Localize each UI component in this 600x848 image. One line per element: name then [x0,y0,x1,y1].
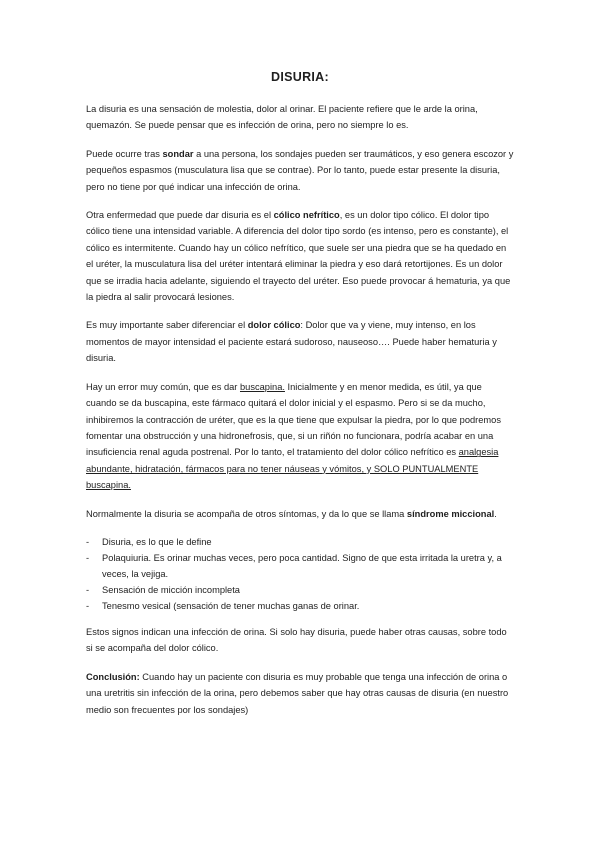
list-item [86,582,514,598]
bold-term-sondar: sondar [162,148,194,159]
paragraph-signos: Estos signos indican una infección de orina. Si solo hay disuria, puede haber otras causas, sobre todo si se acompaña del dolor cólico. [86,626,507,654]
paragraph-sindrome-miccional [86,506,514,522]
paragraph-text: Es muy importante saber diferenciar el [86,320,248,331]
paragraph-text: Hay un error muy común, que es dar [86,381,240,392]
page-title: DISURIA: [271,70,329,84]
paragraph-text: : Dolor que va y viene, muy intenso, en los momentos de mayor intensidad el paciente estará sudoroso, nauseoso…. Puede haber hematuria y disuria. [86,320,497,364]
paragraph-text: Normalmente la disuria se acompaña de otros síntomas, y da lo que se llama [86,508,407,519]
list-item [86,534,514,550]
list-item [86,550,514,582]
list-item-text: Disuria, es lo que le define [102,536,212,547]
paragraph-buscapina [86,379,514,494]
paragraph-text: , es un dolor tipo cólico. El dolor tipo cólico tiene una intensidad variable. A diferencia del dolor tipo sordo (es intenso, pero es constante), el cólico es intermitente. Cuando hay un cólico nefrítico, que suele ser una piedra que se ha quedado en el uréter, la musculatura lisa del uréter intentará eliminar la piedra y eso dará retortijones. Es un dolor que se irradia hacia adelante, siguiendo el trayecto del uréter. Eso puede provocar á hematuria, ya que la piedra al salir provocará lesiones. [86,210,511,303]
underlined-term-buscapina: buscapina. [239,381,285,392]
list-item [86,598,514,614]
paragraph-text: Otra enfermedad que puede dar disuria es el [86,210,274,221]
conclusion-label: Conclusión: [86,671,140,682]
bullet-dash: - [86,552,90,563]
list-item-text: Sensación de micción incompleta [102,584,240,595]
bold-term-sindrome-miccional: síndrome miccional [406,508,495,519]
bold-term-dolor-colico: dolor cólico [247,320,301,331]
paragraph-dolor-colico [86,317,514,366]
paragraph-colico-nefritico [86,207,514,305]
bullet-dash: - [86,584,90,595]
paragraph-text: . [494,508,497,519]
bullet-dash: - [86,536,90,547]
paragraph-text: Cuando hay un paciente con disuria es muy probable que tenga una infección de orina o una uretritis sin infección de la orina, pero debemos saber que hay otras causas de disuria (en nuestro medio son frecuentes por los sondajes) [86,671,509,715]
underlined-treatment: analgesia abundante, hidratación, fármacos para no tener náuseas y vómitos, y SOLO PUNTUALMENTE buscapina. [86,447,499,491]
paragraph-conclusion [86,669,514,718]
bold-term-colico-nefritico: cólico nefrítico [273,210,340,221]
paragraph-text: a una persona, los sondajes pueden ser traumáticos, y eso genera escozor y pequeños espasmos (musculatura lisa que se contrae). Por lo tanto, puede estar presente la disuria, pero no tiene por qué indicar una infección de orina. [86,148,514,192]
list-item-text: Tenesmo vesical (sensación de tener muchas ganas de orinar. [102,600,360,611]
paragraph-definition: La disuria es una sensación de molestia, dolor al orinar. El paciente refiere que le arde la orina, quemazón. Se puede pensar que es infección de orina, pero no siempre lo es. [86,104,478,131]
signs-list [86,534,514,614]
list-item-text: Polaquiuria. Es orinar muchas veces, pero poca cantidad. Signo de que esta irritada la uretra y, a veces, la vejiga. [102,552,502,579]
paragraph-sondaje [86,146,514,195]
bullet-dash: - [86,600,90,611]
paragraph-text: Puede ocurre tras [86,148,163,159]
paragraph-text: Inicialmente y en menor medida, es útil, ya que cuando se da buscapina, este fármaco quitará el dolor inicial y el espasmo. Pero si se da mucho, inhibiremos la contracción de uréter, que es la que tiene que expulsar la piedra, por lo que podremos fomentar una obstrucción y una hidronefrosis, que, si un riñón no funcionara, podría acabar en una insuficiencia renal aguda postrenal. Por lo tanto, el tratamiento del dolor cólico nefrítico es [86,381,502,458]
